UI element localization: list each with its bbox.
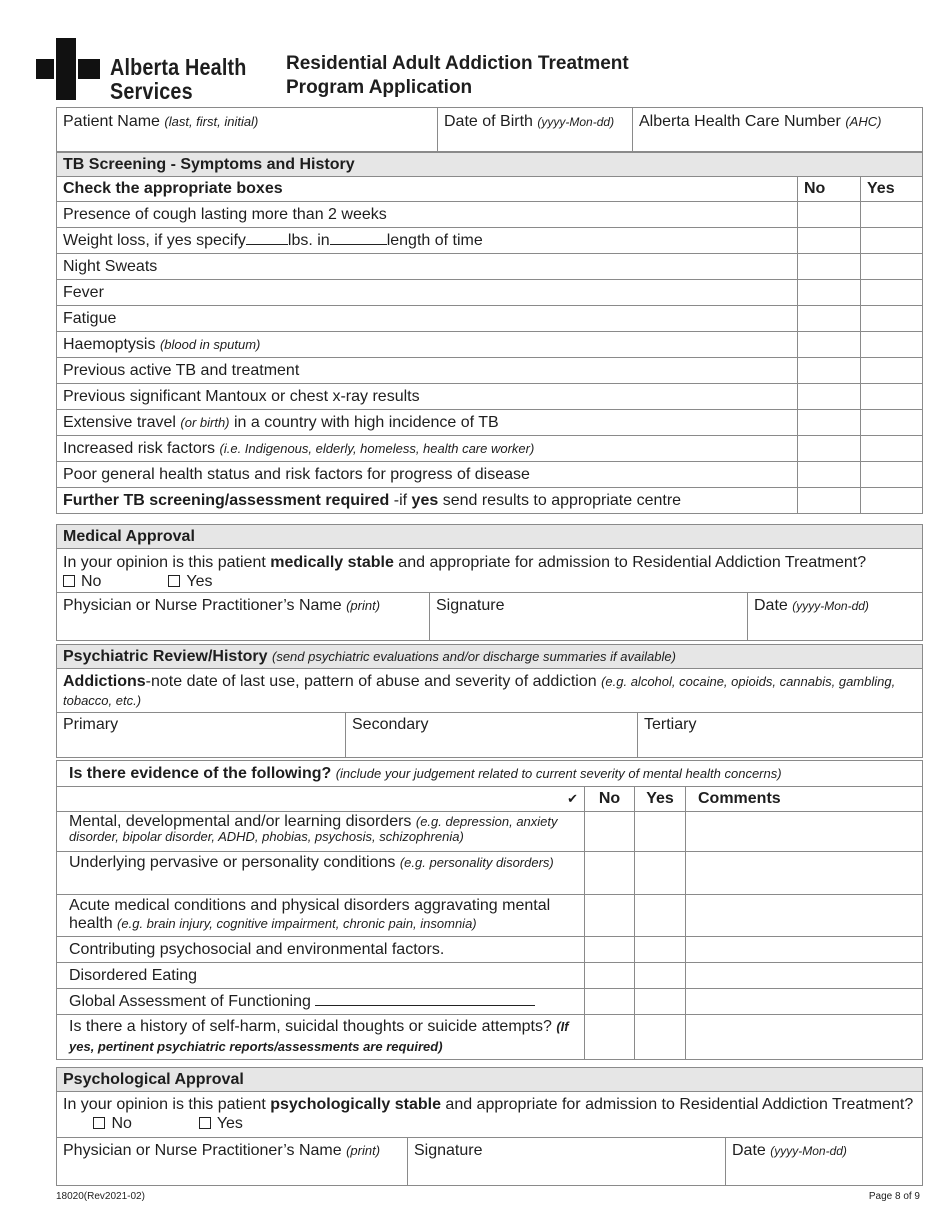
medical-approval-table: Medical Approval In your opinion is this patient medically stable and appropriate for admission to Residential Addiction Treatment? No Yes Physician or Nurse Practitioner’s Name (print) Signature Date (yyyy-Mon-dd) <box>56 524 923 641</box>
form-code: 18020(Rev2021-02) <box>56 1191 145 1202</box>
tb-no-checkbox[interactable] <box>798 202 861 228</box>
evidence-comments-field[interactable] <box>686 812 923 852</box>
tb-no-checkbox[interactable] <box>798 488 861 514</box>
evidence-yes-checkbox[interactable] <box>635 895 686 937</box>
table-row: Acute medical conditions and physical disorders aggravating mental health (e.g. brain injury, cognitive impairment, chronic pain, insomnia) <box>57 895 923 937</box>
tb-section-title: TB Screening - Symptoms and History <box>57 153 923 177</box>
dob-field[interactable]: Date of Birth (yyyy-Mon-dd) <box>438 108 633 152</box>
table-row: Is there a history of self-harm, suicidal thoughts or suicide attempts? (If yes, pertinent psychiatric reports/assessments are required) <box>57 1015 923 1060</box>
patient-name-field[interactable]: Patient Name (last, first, initial) <box>57 108 438 152</box>
medical-physician-name-field[interactable]: Physician or Nurse Practitioner’s Name (print) <box>57 593 430 641</box>
tb-yes-checkbox[interactable] <box>861 280 923 306</box>
patient-info-table <box>56 107 923 152</box>
evidence-yes-checkbox[interactable] <box>635 812 686 852</box>
medical-date-field[interactable]: Date (yyyy-Mon-dd) <box>748 593 923 641</box>
checkbox-icon <box>63 575 75 587</box>
tb-no-checkbox[interactable] <box>798 462 861 488</box>
gaf-score-blank[interactable] <box>315 992 535 1006</box>
evidence-no-checkbox[interactable] <box>585 812 635 852</box>
tertiary-addiction-field[interactable]: Tertiary <box>638 713 923 758</box>
evidence-comments-field[interactable] <box>686 937 923 963</box>
table-row: Fatigue <box>57 306 923 332</box>
evidence-yes-checkbox[interactable] <box>635 963 686 989</box>
tb-no-checkbox[interactable] <box>798 332 861 358</box>
tb-yes-checkbox[interactable] <box>861 384 923 410</box>
evidence-table: Is there evidence of the following? (include your judgement related to current severity of mental health concerns) ✔ No Yes Comments Mental, developmental and/or learning disorders (e.g. depression, anxiety disorder, bipolar disorder, ADHD, phobias, psychosis, schizophrenia) Underlying pervasive or personality conditions (e.g. personality disorders) Acute medical conditions and physical disorders aggravating mental health (e.g. brain injury, cognitive impairment, chronic pain, insomnia) Contributing psychosocial and environmental factors. Disordered Eating Global Assessment of Functioning Is there a history of self-harm, suicidal thoughts or suicide attempts? (If yes, pertinent psychiatric reports/assessments are required) <box>56 760 923 1060</box>
evidence-no-checkbox[interactable] <box>585 852 635 895</box>
check-mark-icon: ✔ <box>57 787 585 812</box>
evidence-no-checkbox[interactable] <box>585 895 635 937</box>
table-row: Global Assessment of Functioning <box>57 989 923 1015</box>
tb-no-checkbox[interactable] <box>798 358 861 384</box>
tb-col-no: No <box>798 177 861 202</box>
evidence-comments-field[interactable] <box>686 1015 923 1060</box>
table-row: Contributing psychosocial and environmental factors. <box>57 937 923 963</box>
checkbox-icon <box>199 1117 211 1129</box>
org-name: Alberta Health Services <box>110 54 247 104</box>
tb-no-checkbox[interactable] <box>798 436 861 462</box>
table-row: Fever <box>57 280 923 306</box>
table-row: Weight loss, if yes specify lbs. in length of time <box>57 228 923 254</box>
table-row: Disordered Eating <box>57 963 923 989</box>
psych-signature-field[interactable]: Signature <box>408 1138 726 1186</box>
evidence-yes-checkbox[interactable] <box>635 937 686 963</box>
tb-yes-checkbox[interactable] <box>861 254 923 280</box>
weight-time-blank[interactable] <box>330 231 387 245</box>
table-row: Presence of cough lasting more than 2 weeks <box>57 202 923 228</box>
checkbox-icon <box>93 1117 105 1129</box>
table-row: Increased risk factors (i.e. Indigenous, elderly, homeless, health care worker) <box>57 436 923 462</box>
table-row: Underlying pervasive or personality conditions (e.g. personality disorders) <box>57 852 923 895</box>
ahc-number-field[interactable]: Alberta Health Care Number (AHC) <box>633 108 923 152</box>
medical-signature-field[interactable]: Signature <box>430 593 748 641</box>
tb-check-label: Check the appropriate boxes <box>57 177 798 202</box>
secondary-addiction-field[interactable]: Secondary <box>346 713 638 758</box>
tb-yes-checkbox[interactable] <box>861 202 923 228</box>
evidence-comments-field[interactable] <box>686 895 923 937</box>
table-row: Previous active TB and treatment <box>57 358 923 384</box>
psychological-approval-table: Psychological Approval In your opinion is this patient psychologically stable and appropriate for admission to Residential Addiction Treatment? No Yes Physician or Nurse Practitioner’s Name (print) Signature Date (yyyy-Mon-dd) <box>56 1067 923 1186</box>
evidence-yes-checkbox[interactable] <box>635 852 686 895</box>
tb-no-checkbox[interactable] <box>798 410 861 436</box>
psych-physician-name-field[interactable]: Physician or Nurse Practitioner’s Name (print) <box>57 1138 408 1186</box>
evidence-yes-checkbox[interactable] <box>635 989 686 1015</box>
table-row: Mental, developmental and/or learning disorders (e.g. depression, anxiety disorder, bipolar disorder, ADHD, phobias, psychosis, schizophrenia) <box>57 812 923 852</box>
psych-section-title: Psychiatric Review/History <box>63 647 268 665</box>
table-row: Poor general health status and risk factors for progress of disease <box>57 462 923 488</box>
primary-addiction-field[interactable]: Primary <box>57 713 346 758</box>
tb-yes-checkbox[interactable] <box>861 488 923 514</box>
medical-no-option[interactable]: No <box>63 573 101 590</box>
tb-yes-checkbox[interactable] <box>861 462 923 488</box>
table-row: Further TB screening/assessment required -if yes send results to appropriate centre <box>57 488 923 514</box>
checkbox-icon <box>168 575 180 587</box>
tb-yes-checkbox[interactable] <box>861 306 923 332</box>
tb-yes-checkbox[interactable] <box>861 410 923 436</box>
tb-yes-checkbox[interactable] <box>861 332 923 358</box>
tb-no-checkbox[interactable] <box>798 228 861 254</box>
tb-col-yes: Yes <box>861 177 923 202</box>
evidence-comments-field[interactable] <box>686 963 923 989</box>
psych-date-field[interactable]: Date (yyyy-Mon-dd) <box>726 1138 923 1186</box>
psychological-no-option[interactable]: No <box>93 1115 131 1132</box>
tb-yes-checkbox[interactable] <box>861 358 923 384</box>
tb-screening-table <box>56 152 923 514</box>
evidence-comments-field[interactable] <box>686 852 923 895</box>
evidence-comments-field[interactable] <box>686 989 923 1015</box>
table-row: Night Sweats <box>57 254 923 280</box>
tb-no-checkbox[interactable] <box>798 280 861 306</box>
tb-no-checkbox[interactable] <box>798 306 861 332</box>
tb-yes-checkbox[interactable] <box>861 228 923 254</box>
evidence-yes-checkbox[interactable] <box>635 1015 686 1060</box>
tb-yes-checkbox[interactable] <box>861 436 923 462</box>
weight-lbs-blank[interactable] <box>246 231 288 245</box>
page-title: Residential Adult Addiction Treatment Program Application <box>286 53 629 98</box>
psychological-yes-option[interactable]: Yes <box>199 1115 243 1132</box>
medical-yes-option[interactable]: Yes <box>168 573 212 590</box>
medical-section-title: Medical Approval <box>57 525 923 549</box>
evidence-no-checkbox[interactable] <box>585 989 635 1015</box>
table-row: Previous significant Mantoux or chest x-ray results <box>57 384 923 410</box>
tb-no-checkbox[interactable] <box>798 384 861 410</box>
ahs-logo-icon <box>36 38 100 100</box>
page-number: Page 8 of 9 <box>868 1191 920 1202</box>
evidence-no-checkbox[interactable] <box>585 1015 635 1060</box>
psychiatric-review-table: Psychiatric Review/History (send psychiatric evaluations and/or discharge summaries if available) Addictions-note date of last use, pattern of abuse and severity of addiction (e.g. alcohol, cocaine, opioids, cannabis, gambling, tobacco, etc.) Primary Secondary Tertiary <box>56 644 923 758</box>
table-row: Extensive travel (or birth) in a country with high incidence of TB <box>57 410 923 436</box>
evidence-no-checkbox[interactable] <box>585 937 635 963</box>
psychological-section-title: Psychological Approval <box>57 1068 923 1092</box>
table-row: Haemoptysis (blood in sputum) <box>57 332 923 358</box>
evidence-no-checkbox[interactable] <box>585 963 635 989</box>
tb-no-checkbox[interactable] <box>798 254 861 280</box>
